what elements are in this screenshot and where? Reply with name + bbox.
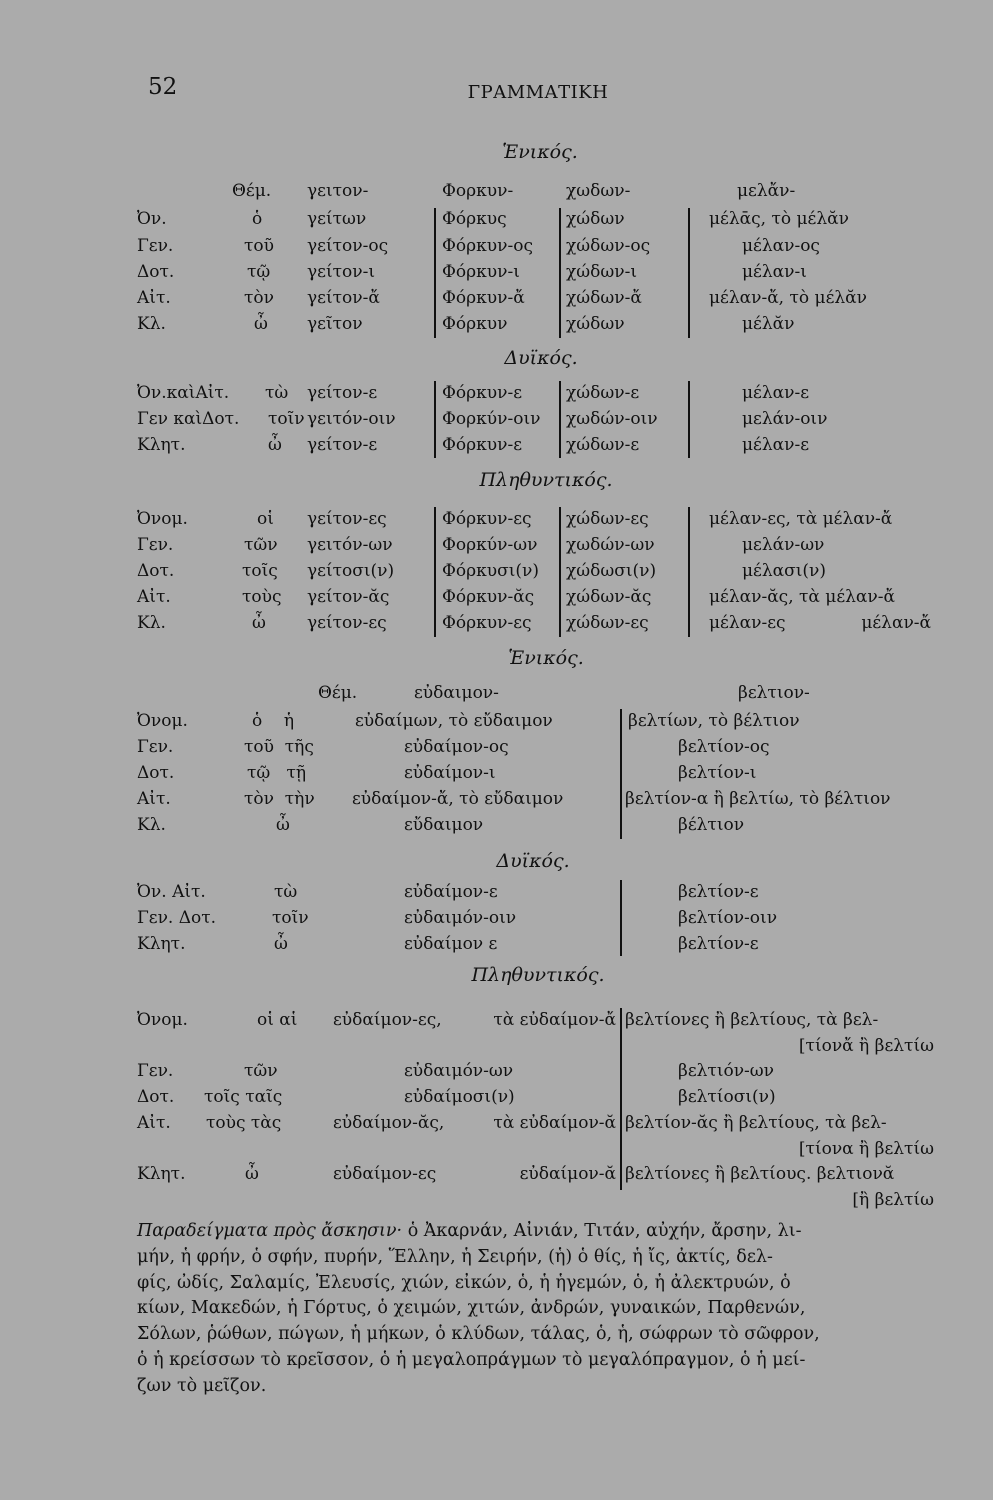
- article: τὸν: [244, 288, 274, 308]
- exercise-line: ὁ ἡ κρείσσων τὸ κρεῖσσον, ὁ ἡ μεγαλοπράγμων τὸ μεγαλόπραγμον, ὁ ἡ μεί-: [137, 1349, 806, 1370]
- section2-plural-title: Πληθυντικός.: [471, 964, 605, 986]
- case-label: Γεν.: [137, 535, 174, 555]
- form: Φόρκυν-ε: [442, 435, 523, 455]
- form: χώδων: [566, 314, 625, 334]
- exercise-line: Παραδείγματα πρὸς ἄσκησιν· ὁ Ἀκαρνάν, Αἰνιάν, Τιτάν, αὐχήν, ἄρσην, λι-: [137, 1221, 802, 1241]
- case-label: Δοτ.: [137, 262, 175, 282]
- stem-eudaimon: εὐδαιμον-: [414, 683, 499, 703]
- case-label: Κλ.: [137, 613, 166, 633]
- form: Φόρκυσι(ν): [442, 561, 539, 581]
- form: εὐδαίμων, τὸ εὔδαιμον: [355, 711, 553, 731]
- article: τοὺς: [242, 587, 282, 607]
- form: εὐδαίμον-ες: [333, 1164, 437, 1184]
- case-label: Ὀν. Αἰτ.: [137, 882, 206, 902]
- form: Φόρκυν-ι: [442, 262, 520, 282]
- article: ὦ: [245, 1164, 259, 1184]
- form: χώδων-ες: [566, 613, 649, 633]
- article: τοῦ: [244, 236, 274, 256]
- form: γείτον-ᾰς: [307, 587, 390, 607]
- form: μελάν-οιν: [742, 409, 828, 429]
- form: Φορκύν-οιν: [442, 409, 541, 429]
- section2-dual-title: Δυϊκός.: [496, 850, 570, 872]
- form: χώδων-ἄ: [566, 288, 642, 308]
- article: τῶν: [244, 535, 278, 555]
- form: μέλαν-ᾰς, τὰ μέλαν-ἄ: [709, 587, 895, 607]
- column-rule: [559, 381, 561, 458]
- exercise-heading: Παραδείγματα πρὸς ἄσκησιν·: [137, 1221, 403, 1241]
- form: μέλᾰν: [742, 314, 795, 334]
- form: βελτιόν-ων: [678, 1061, 774, 1081]
- form: εὐδαίμον-ᾰ: [519, 1164, 616, 1184]
- article: ὦ: [276, 815, 290, 835]
- article: τὼ: [274, 882, 298, 902]
- form: εὐδαίμον-ος: [404, 737, 509, 757]
- form: βέλτιον: [678, 815, 745, 835]
- stem-label: Θέμ.: [232, 181, 272, 201]
- form: γειτόν-ων: [307, 535, 393, 555]
- stem-label: Θέμ.: [318, 683, 358, 703]
- form: Φόρκυς: [442, 209, 507, 229]
- article: τοῖν: [272, 908, 309, 928]
- column-rule: [688, 381, 690, 458]
- form: μέλᾱς, τὸ μέλᾰν: [709, 209, 849, 229]
- form-continuation: [τίονἄ ἢ βελτίω: [798, 1036, 934, 1056]
- stem-geiton: γειτον-: [307, 181, 369, 201]
- article: τῶν: [244, 1061, 278, 1081]
- form: γείτον-ε: [307, 383, 378, 403]
- form: μέλαν-ἄ, τὸ μέλᾰν: [709, 288, 867, 308]
- form: μέλαν-ι: [742, 262, 807, 282]
- column-rule: [688, 507, 690, 637]
- article: τὸν τὴν: [244, 789, 315, 809]
- article: τοῖς ταῖς: [204, 1087, 283, 1107]
- form: βελτίονες ἢ βελτίους. βελτιονᾰ: [625, 1164, 895, 1184]
- case-label: Ὀν.: [137, 209, 167, 229]
- form: μέλασι(ν): [742, 561, 826, 581]
- form: βελτίον-οιν: [678, 908, 778, 928]
- form: γείτων: [307, 209, 367, 229]
- case-label: Γεν καὶΔοτ.: [137, 409, 240, 429]
- stem-chodon: χωδων-: [566, 181, 631, 201]
- article: τῷ τῇ: [247, 763, 307, 783]
- form: γείτον-ες: [307, 509, 387, 529]
- case-label: Ὀνομ.: [137, 1010, 188, 1030]
- form: χώδων-ες: [566, 509, 649, 529]
- article: τοῦ τῆς: [244, 737, 314, 757]
- column-rule: [434, 507, 436, 637]
- column-rule: [434, 208, 436, 338]
- form: χώδων: [566, 209, 625, 229]
- exercise-line: κίων, Μακεδών, ἡ Γόρτυς, ὁ χειμών, χιτών, ἀνδρών, γυναικών, Παρθενών,: [137, 1298, 806, 1319]
- column-rule: [688, 208, 690, 338]
- article: τὼ: [265, 383, 289, 403]
- form: μέλαν-ε: [742, 383, 809, 403]
- form: γειτόν-οιν: [307, 409, 396, 429]
- exercise-line: Σόλων, ῥώθων, πώγων, ἡ μήκων, ὁ κλύδων, τάλας, ὁ, ἡ, σώφρων τὸ σῶφρον,: [137, 1324, 820, 1345]
- case-label: Γεν.: [137, 236, 174, 256]
- article: ὁ: [252, 209, 263, 229]
- form: γείτοσι(ν): [307, 561, 395, 581]
- form: χώδων-ε: [566, 435, 640, 455]
- article: τοὺς τὰς: [206, 1113, 282, 1133]
- exercise-line: ζων τὸ μεῖζον.: [137, 1375, 267, 1396]
- form: γεῖτον: [307, 314, 363, 334]
- form: βελτίον-ε: [678, 882, 759, 902]
- form: βελτίων, τὸ βέλτιον: [628, 711, 800, 731]
- case-label: Γεν. Δοτ.: [137, 908, 217, 928]
- form: εὐδαιμόν-ων: [404, 1061, 514, 1081]
- form: Φόρκυν-ε: [442, 383, 523, 403]
- case-label: Γεν.: [137, 1061, 174, 1081]
- exercise-line: φίς, ὠδίς, Σαλαμίς, Ἐλευσίς, χιών, εἰκών, ὁ, ἡ ἡγεμών, ὁ, ἡ ἀλεκτρυών, ὁ: [137, 1272, 791, 1293]
- form: Φορκύν-ων: [442, 535, 538, 555]
- case-label: Αἰτ.: [137, 1113, 171, 1133]
- form: Φόρκυν-ες: [442, 613, 532, 633]
- form: εὐδαίμον-ε: [404, 882, 498, 902]
- form: εὐδαίμον-ι: [404, 763, 496, 783]
- article: τοῖν: [268, 409, 305, 429]
- form: χώδωσι(ν): [566, 561, 657, 581]
- section1-plural-title: Πληθυντικός.: [479, 469, 613, 491]
- form: βελτίον-ᾰς ἢ βελτίους, τὰ βελ-: [625, 1113, 887, 1133]
- form: Φόρκυν-ᾰς: [442, 587, 535, 607]
- section1-singular-title: Ἑνικός.: [502, 141, 578, 163]
- column-rule: [559, 208, 561, 338]
- form: τὰ εὐδαίμον-ᾰ: [493, 1113, 616, 1133]
- form: μέλαν-ες: [709, 613, 786, 633]
- form: γείτον-ἄ: [307, 288, 380, 308]
- column-rule: [434, 381, 436, 458]
- form: γείτον-ε: [307, 435, 378, 455]
- article: τῷ: [247, 262, 271, 282]
- form: μέλαν-ἄ: [861, 613, 931, 633]
- case-label: Κλητ.: [137, 435, 186, 455]
- case-label: Αἰτ.: [137, 587, 171, 607]
- article: ὦ: [268, 435, 282, 455]
- form: εὐδαίμον-ᾰς,: [333, 1113, 445, 1133]
- article: οἱ: [257, 509, 274, 529]
- form: χωδών-ων: [566, 535, 655, 555]
- column-rule: [620, 709, 622, 839]
- case-label: Γεν.: [137, 737, 174, 757]
- running-head: ΓΡΑΜΜΑΤΙΚΗ: [467, 82, 609, 103]
- form: γείτον-ι: [307, 262, 376, 282]
- form: εὐδαίμον-ἄ, τὸ εὔδαιμον: [352, 789, 564, 809]
- form: εὐδαιμόν-οιν: [404, 908, 517, 928]
- article: οἱ αἱ: [257, 1010, 298, 1030]
- form: γείτον-ες: [307, 613, 387, 633]
- form: μελάν-ων: [742, 535, 825, 555]
- column-rule: [620, 880, 622, 956]
- case-label: Κλ.: [137, 815, 166, 835]
- page-number: 52: [148, 74, 178, 100]
- stem-phorkyn: Φορκυν-: [442, 181, 514, 201]
- form: βελτίοσι(ν): [678, 1087, 776, 1107]
- form: μέλαν-ες, τὰ μέλαν-ἄ: [709, 509, 893, 529]
- section2-singular-title: Ἑνικός.: [508, 647, 584, 669]
- form: βελτίον-ε: [678, 934, 759, 954]
- case-label: Κλ.: [137, 314, 166, 334]
- exercise-paragraph: [137, 1219, 934, 1400]
- case-label: Ὀν.καὶΑἰτ.: [137, 383, 230, 403]
- form: εὐδαίμοσι(ν): [404, 1087, 515, 1107]
- form: εὔδαιμον: [404, 815, 484, 835]
- case-label: Δοτ.: [137, 1087, 175, 1107]
- form: εὐδαίμον ε: [404, 934, 498, 954]
- form: εὐδαίμον-ες,: [333, 1010, 442, 1030]
- article: ὦ: [254, 314, 268, 334]
- article: ὦ: [252, 613, 266, 633]
- form: Φόρκυν-ἄ: [442, 288, 525, 308]
- case-label: Αἰτ.: [137, 789, 171, 809]
- exercise-line: μήν, ἡ φρήν, ὁ σφήν, πυρήν, Ἕλλην, ἡ Σειρήν, (ἡ) ὁ θίς, ἡ ἴς, ἀκτίς, δελ-: [137, 1246, 773, 1267]
- case-label: Δοτ.: [137, 561, 175, 581]
- form: Φόρκυν: [442, 314, 508, 334]
- form-continuation: [τίονα ἢ βελτίω: [798, 1139, 934, 1159]
- form: μέλαν-ε: [742, 435, 809, 455]
- case-label: Αἰτ.: [137, 288, 171, 308]
- column-rule: [559, 507, 561, 637]
- stem-melan: μελἄν-: [737, 181, 796, 201]
- case-label: Κλητ.: [137, 934, 186, 954]
- column-rule: [620, 1008, 622, 1190]
- case-label: Ὀνομ.: [137, 711, 188, 731]
- form-continuation: [ἢ βελτίω: [852, 1190, 934, 1210]
- form: Φόρκυν-ος: [442, 236, 533, 256]
- case-label: Κλητ.: [137, 1164, 186, 1184]
- form: Φόρκυν-ες: [442, 509, 532, 529]
- form: βελτίονες ἢ βελτίους, τὰ βελ-: [625, 1010, 879, 1030]
- case-label: Δοτ.: [137, 763, 175, 783]
- case-label: Ὀνομ.: [137, 509, 188, 529]
- article: τοῖς: [242, 561, 278, 581]
- form: χώδων-ᾰς: [566, 587, 652, 607]
- form: βελτίον-ι: [678, 763, 757, 783]
- stem-beltion: βελτιον-: [738, 683, 810, 703]
- form: τὰ εὐδαίμον-ἄ: [493, 1010, 616, 1030]
- form: βελτίον-ος: [678, 737, 770, 757]
- form: χωδών-οιν: [566, 409, 658, 429]
- form: χώδων-ε: [566, 383, 640, 403]
- article: ὦ: [274, 934, 288, 954]
- form: γείτον-ος: [307, 236, 389, 256]
- form: χώδων-ος: [566, 236, 651, 256]
- form: μέλαν-ος: [742, 236, 820, 256]
- article: ὁ ἡ: [252, 711, 295, 731]
- form: χώδων-ι: [566, 262, 638, 282]
- form: βελτίον-α ἢ βελτίω, τὸ βέλτιον: [625, 789, 891, 809]
- section1-dual-title: Δυϊκός.: [504, 347, 578, 369]
